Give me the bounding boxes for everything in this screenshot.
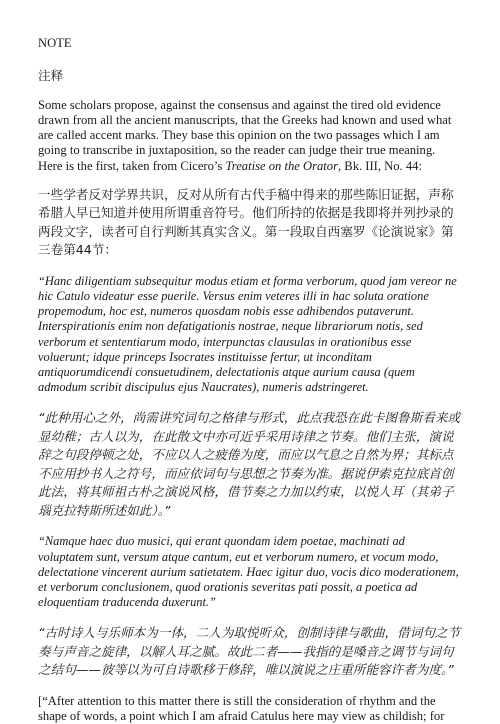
document-page	[38, 36, 462, 724]
intro-text-after: , Bk. III, No. 44:	[338, 158, 422, 173]
quote1-translation-en: [“After attention to this matter there is still the consideration of rhythm and the shape of words, a point which I am afraid Catulus here may view as childish; for	[38, 693, 445, 724]
note-heading-zh: 注释	[38, 68, 64, 84]
quote1-translation-zh: “此种用心之外，尚需讲究词句之格律与形式，此点我恐在此卡图鲁斯看来或显幼稚；古人以为，在此散文中亦可近乎采用诗律之节奏。他们主张，演说辞之句段停顿之处，不应以人之疲倦为度，而应以气息之自然为界；其标点不应用抄书人之符号，而应依词句与思想之节奏为准。据说伊索克拉底首创此法，将其师祖古朴之演说风格，借节奏之力加以约束，以悦人耳（其弟子瑙克拉特斯所述如此）。”	[38, 410, 461, 518]
note-heading-en: NOTE	[38, 36, 72, 50]
intro-paragraph-zh: 一些学者反对学界共识，反对从所有古代手稿中得来的那些陈旧证据，声称希腊人早已知道并使用所谓重音符号。他们所持的依据是我即将并列抄录的两段文字，读者可自行判断其真实含义。第一段取自西塞罗《论演说家》第三卷第44节：	[38, 186, 454, 258]
intro-text-before: Some scholars propose, against the consensus and against the tired old evidence drawn from all the ancient manuscripts, that the Greeks had known and used what are called accent marks. They base this opinion on the two passages which I am going to transcribe in juxtaposition, so the reader can judge their true meaning. Here is the first, taken from Cicero’s	[38, 97, 452, 173]
quote2-translation-zh: “古时诗人与乐师本为一体，二人为取悦听众，创制诗律与歌曲，借词句之节奏与声音之旋律，以解人耳之腻。故此二者——我指的是嗓音之调节与词句之结句——彼等以为可自诗歌移于修辞，唯以演说之庄重所能容许者为度。”	[38, 625, 461, 678]
intro-paragraph-en	[38, 98, 462, 174]
quote1-latin: “Hanc diligentiam subsequitur modus etiam et forma verborum, quod jam vereor ne hic Catulo videatur esse puerile. Versus enim veteres illi in hac soluta oratione propemodum, hoc est, numeros quosdam nobis esse adhibendos putaverunt. Interspirationis enim non defatigationis nostrae, neque librariorum notis, sed verborum et sententiarum modo, interpunctas clausulas in orationibus esse voluerunt; idque princeps Isocrates instituisse fertur, ut inconditam antiquorumdicendi consuetudinem, delectationis atque aurium causa (quem admodum scribit discipulus ejus Naucrates), numeris adstringeret.	[38, 273, 457, 395]
quote2-latin: “Namque haec duo musici, qui erant quondam idem poetae, machinati ad voluptatem sunt, versum atque cantum, eut et verborum numero, et vocum modo, delectatione vincerent aurium satietatem. Haec igitur duo, vocis dico moderationem, et verborum conclusionem, quod orationis severitas pati possit, a poetica ad eloquentiam traducenda duxerunt.”	[38, 534, 459, 610]
work-title: Treatise on the Orator	[225, 158, 338, 173]
